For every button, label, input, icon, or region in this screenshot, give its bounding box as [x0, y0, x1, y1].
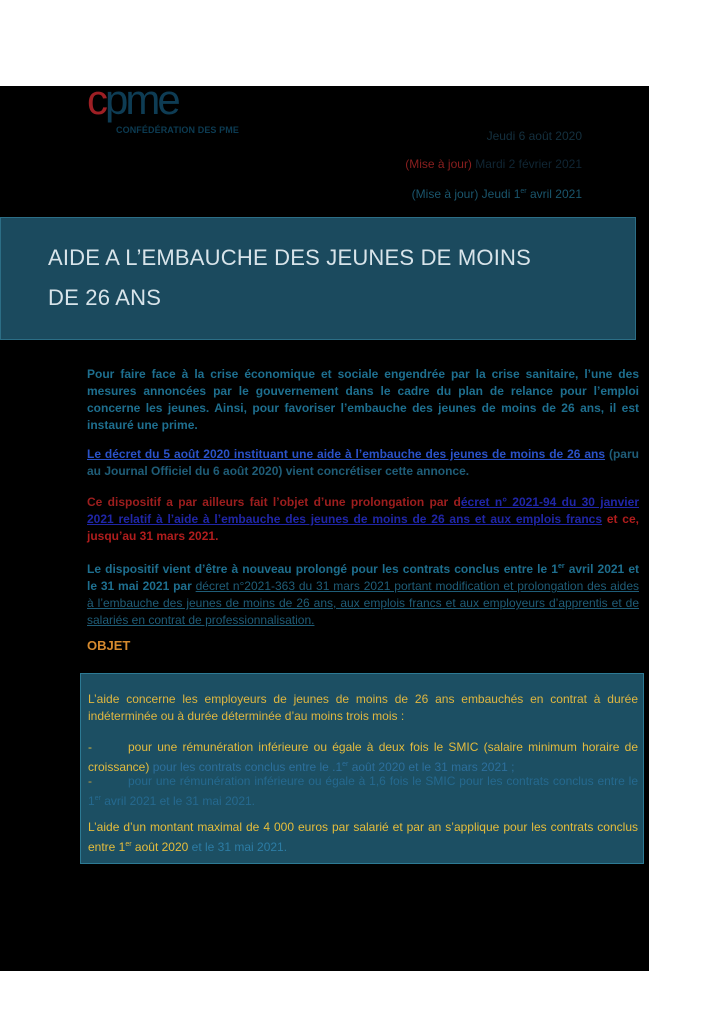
bullet2-sup: er: [94, 795, 101, 802]
bullet1-sup: er: [342, 761, 349, 768]
bullet1-b: pour les contrats conclus entre le .1: [149, 760, 343, 774]
title-banner: [0, 217, 636, 340]
decree-paragraph: [87, 446, 639, 480]
prolongation2-sup: er: [557, 563, 565, 570]
bullet-dash-1: -: [88, 740, 92, 754]
update2-sup: er: [520, 188, 527, 195]
date-block: [405, 122, 582, 208]
section-heading-objet: OBJET: [87, 638, 131, 653]
box-bullet-2: [88, 773, 638, 810]
prolongation-paragraph-1: [87, 494, 639, 545]
amount-sup: er: [125, 841, 132, 848]
box-amount: [88, 819, 638, 856]
update-tag: (Mise à jour): [405, 157, 472, 171]
logo-wordmark-icon: [87, 84, 217, 128]
amount-c: et le 31 mai 2021.: [188, 840, 288, 854]
update-date-text: Mardi 2 février 2021: [475, 157, 582, 171]
decree-2021-94-link[interactable]: écret n° 2021-94 du 30 janvier 2021 relatif à l’aide à l’embauche des jeunes de moins de 26 ans et aux emplois francs: [87, 495, 639, 526]
title-line-1: AIDE A L’EMBAUCHE DES JEUNES DE MOINS: [48, 245, 531, 270]
bullet1-c: août 2020 et le 31 mars 2021 ;: [348, 760, 515, 774]
prolongation1-suffix: et ce, jusqu’au 31 mars 2021.: [87, 512, 639, 543]
title-line-2: DE 26 ANS: [48, 285, 162, 310]
bullet1-a: pour une rémunération inférieure ou égale à deux fois le SMIC (salaire minimum horaire de croissance): [88, 740, 638, 774]
decree-rest: (paru au Journal Officiel du 6 août 2020) vient concrétiser cette annonce.: [87, 447, 639, 478]
intro-paragraph: Pour faire face à la crise économique et sociale engendrée par la crise sanitaire, l’une des mesures annoncées par le gouvernement dans le cadre du plan de relance pour l’emploi concerne les jeunes. Ainsi, pour favoriser l’embauche des jeunes de moins de 26 ans, il est instauré une prime.: [87, 367, 639, 432]
bullet2-a: pour une rémunération inférieure ou égale à 1,6 fois le SMIC pour les contrats conclus entre le 1: [88, 774, 638, 808]
bullet2-b: avril 2021 et le 31 mai 2021.: [100, 794, 256, 808]
prolongation-paragraph-2: [87, 558, 639, 629]
box-intro: L’aide concerne les employeurs de jeunes de moins de 26 ans embauchés en contrat à durée indéterminée ou à durée déterminée d’au moins trois mois :: [88, 692, 638, 723]
bullet-dash-2: -: [88, 774, 92, 788]
cpme-logo: [87, 84, 307, 140]
page-title: [48, 238, 608, 318]
decree-link[interactable]: Le décret du 5 août 2020 instituant une aide à l’embauche des jeunes de moins de 26 ans: [87, 447, 606, 461]
decree-2021-363-link[interactable]: décret n°2021-363 du 31 mars 2021 portant modification et prolongation des aides à l’embauche des jeunes de moins de 26 ans, aux emplois francs et aux employeurs d’apprentis et de salariés en contrat de professionnalisation.: [87, 579, 639, 627]
prolongation2-middle: avril 2021 et le 31 mai 2021 par: [87, 562, 639, 593]
info-box: [80, 673, 644, 864]
amount-b: août 2020: [131, 840, 189, 854]
svg-text:cpme: cpme: [87, 84, 178, 123]
update-date-1: [405, 150, 582, 178]
box-bullet-1: [88, 739, 638, 776]
original-date: Jeudi 6 août 2020: [486, 129, 582, 143]
update-date-2: [405, 178, 582, 208]
update2-prefix: (Mise à jour) Jeudi 1: [411, 187, 521, 201]
prolongation2-prefix: Le dispositif vient d’être à nouveau prolongé pour les contrats conclus entre le 1: [87, 562, 558, 576]
prolongation1-prefix: Ce dispositif a par ailleurs fait l’objet d’une prolongation par d: [87, 495, 461, 509]
update2-suffix: avril 2021: [526, 187, 582, 201]
amount-a: L’aide d’un montant maximal de 4 000 euros par salarié et par an s’applique pour les contrats conclus entre 1: [88, 820, 638, 854]
logo-subtitle: CONFÉDÉRATION DES PME: [116, 125, 239, 135]
